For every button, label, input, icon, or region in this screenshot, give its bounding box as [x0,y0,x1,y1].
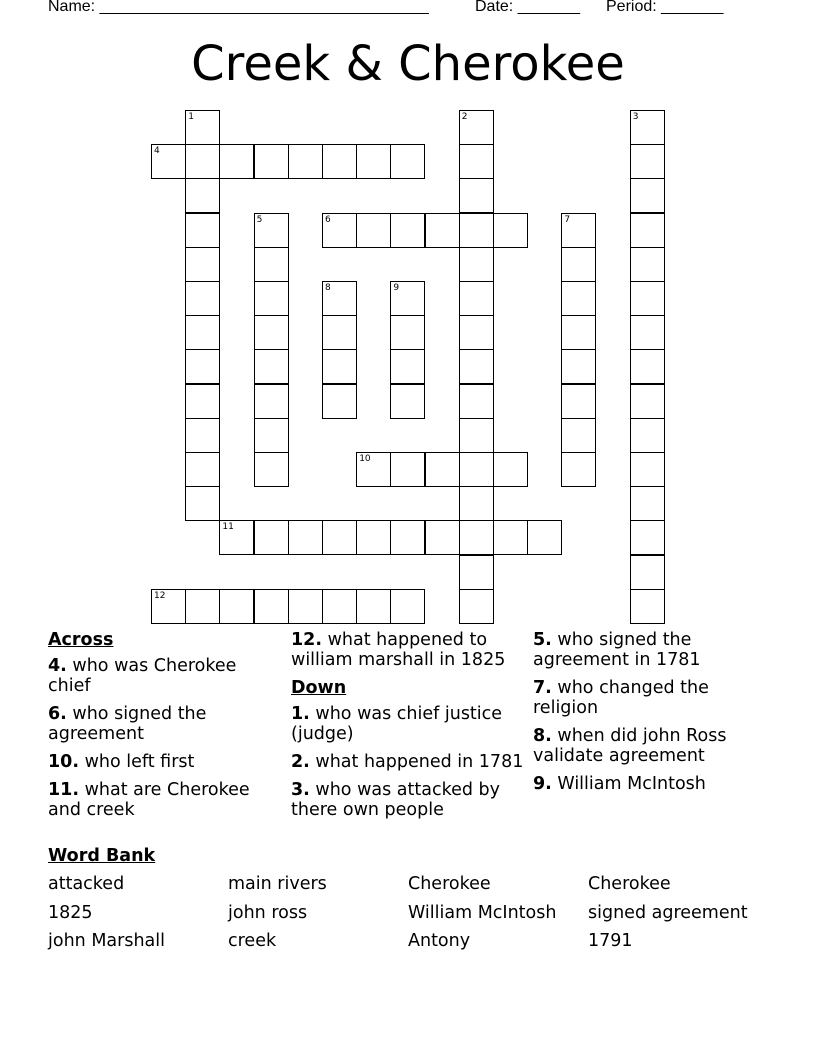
clue-down-3 [291,780,526,820]
crossword-cell[interactable] [459,520,494,555]
crossword-cell[interactable] [219,520,254,555]
crossword-cell[interactable] [254,384,289,419]
crossword-cell[interactable] [151,589,186,624]
crossword-cell[interactable] [459,486,494,521]
crossword-cell[interactable] [630,178,665,213]
clue-number-label: 3 [632,112,639,122]
crossword-cell[interactable] [288,520,323,555]
down-heading: Down [291,678,347,698]
clue-text: what happened to william marshall in 1825 [291,630,506,670]
word-bank-item: main rivers [228,874,327,894]
word-bank-item: 1791 [588,931,633,951]
crossword-cell[interactable] [254,520,289,555]
crossword-cell[interactable] [630,555,665,590]
crossword-cell[interactable] [185,281,220,316]
crossword-cell[interactable] [322,315,357,350]
word-bank-item: attacked [48,874,125,894]
crossword-cell[interactable] [322,589,357,624]
clue-across-11 [48,780,278,820]
crossword-cell[interactable] [459,555,494,590]
crossword-cell[interactable] [254,452,289,487]
clue-number: 4. [48,656,67,676]
crossword-cell[interactable] [254,213,289,248]
clue-across-12 [291,630,526,670]
crossword-cell[interactable] [561,384,596,419]
word-bank-item: john ross [228,903,308,923]
crossword-cell[interactable] [459,349,494,384]
crossword-cell[interactable] [630,144,665,179]
clue-number: 3. [291,780,310,800]
clue-number-label: 9 [393,283,400,293]
clue-number-label: 6 [325,214,331,225]
clue-number: 1. [291,704,310,724]
crossword-cell[interactable] [390,281,425,316]
crossword-cell[interactable] [219,144,254,179]
clue-number-label: 2 [461,112,468,122]
clue-text: when did john Ross validate agreement [533,726,727,766]
clue-number-label: 8 [325,283,331,293]
crossword-cell[interactable] [630,213,665,248]
clue-number-label: 7 [564,214,571,225]
crossword-cell[interactable] [459,418,494,453]
crossword-cell[interactable] [254,144,289,179]
clue-column-2 [291,630,526,828]
word-bank-item: Cherokee [588,874,671,894]
clue-text: who changed the religion [533,678,709,718]
clue-number: 10. [48,752,80,772]
clue-number-label: 4 [154,146,160,157]
clue-number-label: 1 [188,112,194,122]
crossword-cell[interactable] [459,452,494,487]
date-field-label: Date: _______ [475,0,580,15]
page-title: Creek & Cherokee [191,36,625,92]
crossword-cell[interactable] [185,384,220,419]
crossword-cell[interactable] [459,178,494,213]
clue-down-7 [533,678,778,718]
crossword-cell[interactable] [390,452,425,487]
clue-text: who was attacked by there own people [291,780,501,820]
crossword-cell[interactable] [151,144,186,179]
word-bank-item: 1825 [48,903,93,923]
clue-number: 6. [48,704,67,724]
crossword-cell[interactable] [459,589,494,624]
clue-text: what happened in 1781 [315,752,524,772]
crossword-cell[interactable] [390,384,425,419]
clue-number-label: 12 [154,590,166,601]
crossword-cell[interactable] [630,110,665,145]
clue-down-9 [533,774,778,794]
crossword-cell[interactable] [630,247,665,282]
crossword-cell[interactable] [390,349,425,384]
crossword-cell[interactable] [288,589,323,624]
crossword-cell[interactable] [356,452,391,487]
crossword-cell[interactable] [390,144,425,179]
crossword-cell[interactable] [185,247,220,282]
crossword-cell[interactable] [390,589,425,624]
crossword-cell[interactable] [185,589,220,624]
crossword-cell[interactable] [630,349,665,384]
clue-number: 7. [533,678,552,698]
crossword-cell[interactable] [630,486,665,521]
clue-text: who signed the agreement [48,704,207,744]
clue-number: 12. [291,630,323,650]
word-bank-item: signed agreement [588,903,748,923]
crossword-cell[interactable] [493,213,528,248]
crossword-cell[interactable] [254,349,289,384]
clue-number-label: 10 [359,454,371,464]
clue-down-2 [291,752,526,772]
crossword-cell[interactable] [185,349,220,384]
clue-across-4 [48,656,278,696]
crossword-cell[interactable] [390,315,425,350]
crossword-cell[interactable] [561,349,596,384]
word-bank-heading: Word Bank [48,846,156,866]
word-bank-item: Antony [408,931,471,951]
crossword-cell[interactable] [254,589,289,624]
clue-number-label: 11 [222,522,234,533]
clue-down-1 [291,704,526,744]
clue-across-10 [48,752,278,772]
crossword-cell[interactable] [322,349,357,384]
crossword-cell[interactable] [356,144,391,179]
clue-number: 5. [533,630,552,650]
clue-text: William McIntosh [557,774,706,794]
crossword-cell[interactable] [630,589,665,624]
crossword-cell[interactable] [356,589,391,624]
crossword-cell[interactable] [356,520,391,555]
crossword-cell[interactable] [390,520,425,555]
clue-down-8 [533,726,778,766]
clue-down-5 [533,630,778,670]
clue-text: who left first [84,752,195,772]
clue-number-label: 5 [256,214,263,225]
crossword-cell[interactable] [630,315,665,350]
crossword-cell[interactable] [185,418,220,453]
crossword-cell[interactable] [288,144,323,179]
crossword-cell[interactable] [322,213,357,248]
crossword-cell[interactable] [322,384,357,419]
crossword-cell[interactable] [254,418,289,453]
crossword-cell[interactable] [561,213,596,248]
crossword-cell[interactable] [459,144,494,179]
crossword-cell[interactable] [185,315,220,350]
crossword-cell[interactable] [425,520,460,555]
crossword-cell[interactable] [425,452,460,487]
clue-column-3 [533,630,778,802]
clue-text: who was Cherokee chief [48,656,237,696]
crossword-cell[interactable] [561,247,596,282]
clue-column-1 [48,630,278,828]
crossword-cell[interactable] [561,315,596,350]
crossword-cell[interactable] [459,110,494,145]
crossword-cell[interactable] [630,384,665,419]
crossword-cell[interactable] [425,213,460,248]
crossword-cell[interactable] [527,520,562,555]
crossword-cell[interactable] [459,213,494,248]
crossword-cell[interactable] [390,213,425,248]
crossword-cell[interactable] [493,452,528,487]
crossword-cell[interactable] [254,281,289,316]
crossword-cell[interactable] [185,452,220,487]
crossword-cell[interactable] [459,315,494,350]
crossword-cell[interactable] [630,281,665,316]
crossword-cell[interactable] [561,452,596,487]
clue-text: who was chief justice (judge) [291,704,503,744]
word-bank-item: creek [228,931,277,951]
clue-number: 11. [48,780,80,800]
crossword-cell[interactable] [356,213,391,248]
word-bank-item: john Marshall [48,931,165,951]
crossword-cell[interactable] [185,110,220,145]
crossword-cell[interactable] [322,281,357,316]
period-field-label: Period: _______ [606,0,724,15]
clue-number: 8. [533,726,552,746]
crossword-cell[interactable] [322,144,357,179]
clue-number: 9. [533,774,552,794]
crossword-cell[interactable] [254,247,289,282]
crossword-cell[interactable] [561,281,596,316]
crossword-cell[interactable] [322,520,357,555]
clue-across-6 [48,704,278,744]
crossword-cell[interactable] [459,247,494,282]
across-heading: Across [48,630,114,650]
clue-text: who signed the agreement in 1781 [533,630,701,670]
crossword-cell[interactable] [185,486,220,521]
crossword-cell[interactable] [459,384,494,419]
clue-number: 2. [291,752,310,772]
crossword-cell[interactable] [630,418,665,453]
crossword-cell[interactable] [185,144,220,179]
word-bank-item: William McIntosh [408,903,557,923]
crossword-cell[interactable] [630,452,665,487]
crossword-cell[interactable] [185,178,220,213]
crossword-cell[interactable] [459,281,494,316]
clue-text: what are Cherokee and creek [48,780,250,820]
crossword-cell[interactable] [561,418,596,453]
crossword-cell[interactable] [185,213,220,248]
word-bank-item: Cherokee [408,874,491,894]
name-field-label: Name: _____________________________________ [48,0,429,15]
crossword-cell[interactable] [219,589,254,624]
crossword-cell[interactable] [630,520,665,555]
crossword-cell[interactable] [493,520,528,555]
crossword-cell[interactable] [254,315,289,350]
